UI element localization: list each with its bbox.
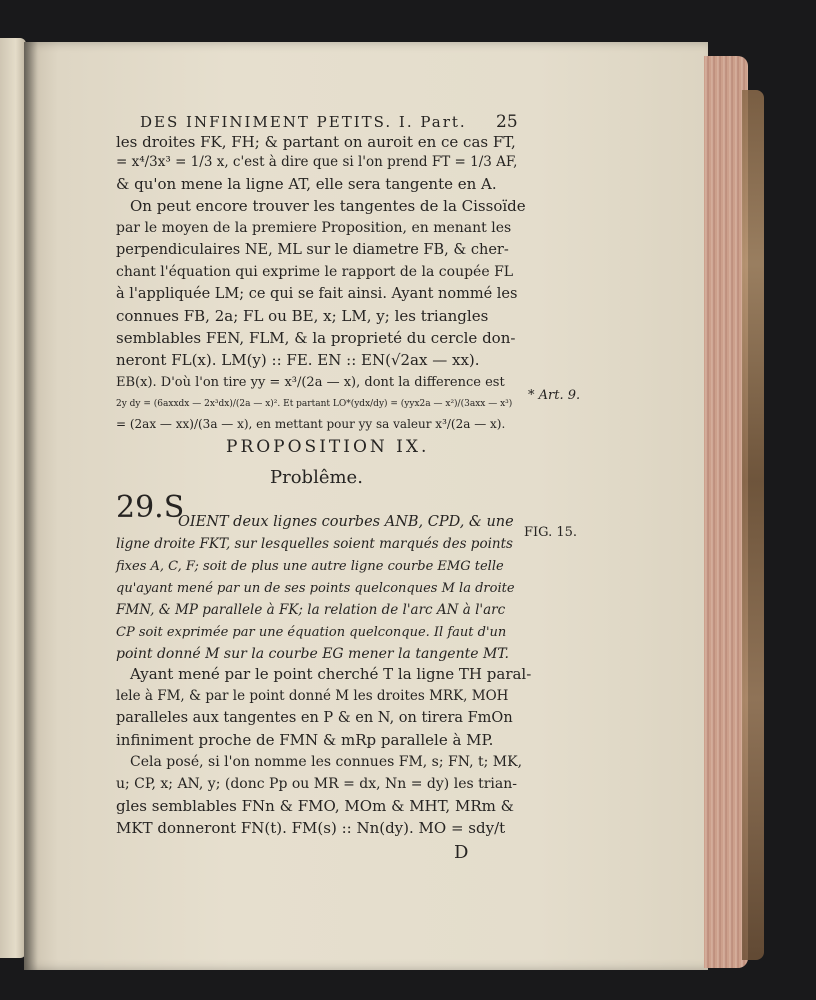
probleme-heading: Problême. xyxy=(270,467,363,488)
page-number: 25 xyxy=(496,112,518,132)
solution-line: infiniment proche de FMN & mRp parallele à MP. xyxy=(116,731,494,749)
solution-line: lele à FM, & par le point donné M les droites MRK, MOH xyxy=(116,688,509,704)
text-line: & qu'on mene la ligne AT, elle sera tangente en A. xyxy=(116,175,497,193)
problem-line: CP soit exprimée par une équation quelconque. Il faut d'un xyxy=(116,625,507,640)
text-line: semblables FEN, FLM, & la proprieté du cercle don- xyxy=(116,329,516,347)
problem-line: OIENT deux lignes courbes ANB, CPD, & une xyxy=(178,514,514,530)
margin-note-fig: FIG. 15. xyxy=(524,525,578,540)
solution-line: Cela posé, si l'on nomme les connues FM, s; FN, t; MK, xyxy=(130,754,523,770)
text-line: EB(x). D'où l'on tire yy = x³/(2a — x), dont la difference est xyxy=(116,375,505,390)
text-line: connues FB, 2a; FL ou BE, x; LM, y; les triangles xyxy=(116,307,489,325)
signature-mark: D xyxy=(454,842,469,863)
margin-note-art: * Art. 9. xyxy=(528,388,581,403)
text-line: par le moyen de la premiere Proposition, en menant les xyxy=(116,220,512,236)
text-line: On peut encore trouver les tangentes de la Cissoïde xyxy=(130,197,526,215)
problem-line: qu'ayant mené par un de ses points quelconques M la droite xyxy=(116,581,515,596)
solution-line: u; CP, x; AN, y; (donc Pp ou MR = dx, Nn = dy) les trian- xyxy=(116,776,518,792)
problem-line: FMN, & MP parallele à FK; la relation de l'arc AN à l'arc xyxy=(116,602,506,618)
running-head: DES INFINIMENT PETITS. I. Part. xyxy=(140,113,467,131)
problem-line: point donné M sur la courbe EG mener la tangente MT. xyxy=(116,646,510,662)
proposition-heading: PROPOSITION IX. xyxy=(226,437,430,457)
facing-page-edge xyxy=(0,38,26,958)
problem-line: fixes A, C, F; soit de plus une autre ligne courbe EMG telle xyxy=(116,559,504,574)
problem-line: ligne droite FKT, sur lesquelles soient marqués des points xyxy=(116,536,513,552)
text-line: à l'appliquée LM; ce qui se fait ainsi. Ayant nommé les xyxy=(116,286,518,302)
text-line: neront FL(x). LM(y) :: FE. EN :: EN(√2ax — xx). xyxy=(116,351,480,369)
gutter-shadow xyxy=(24,42,38,970)
text-line: = x⁴/3x³ = 1/3 x, c'est à dire que si l'on prend FT = 1/3 AF, xyxy=(116,154,518,170)
solution-line: MKT donneront FN(t). FM(s) :: Nn(dy). MO = sdy/t xyxy=(116,819,506,837)
solution-line: Ayant mené par le point cherché T la ligne TH paral- xyxy=(130,665,532,683)
page-edge-foxing xyxy=(742,90,764,960)
text-line: perpendiculaires NE, ML sur le diametre FB, & cher- xyxy=(116,242,509,258)
solution-line: gles semblables FNn & FMO, MOm & MHT, MRm & xyxy=(116,797,514,815)
text-line: les droites FK, FH; & partant on auroit en ce cas FT, xyxy=(116,133,516,151)
formula-line: 2y dy = (6axxdx — 2x³dx)/(2a — x)². Et partant LO*(ydx/dy) = (yyx2a — x²)/(3axx — x³) xyxy=(116,399,513,409)
solution-line: paralleles aux tangentes en P & en N, on tirera FmOn xyxy=(116,710,513,726)
drop-cap: 29.S xyxy=(116,490,185,525)
text-line: chant l'équation qui exprime le rapport de la coupée FL xyxy=(116,264,514,280)
formula-line: = (2ax — xx)/(3a — x), en mettant pour yy sa valeur x³/(2a — x). xyxy=(116,417,506,431)
